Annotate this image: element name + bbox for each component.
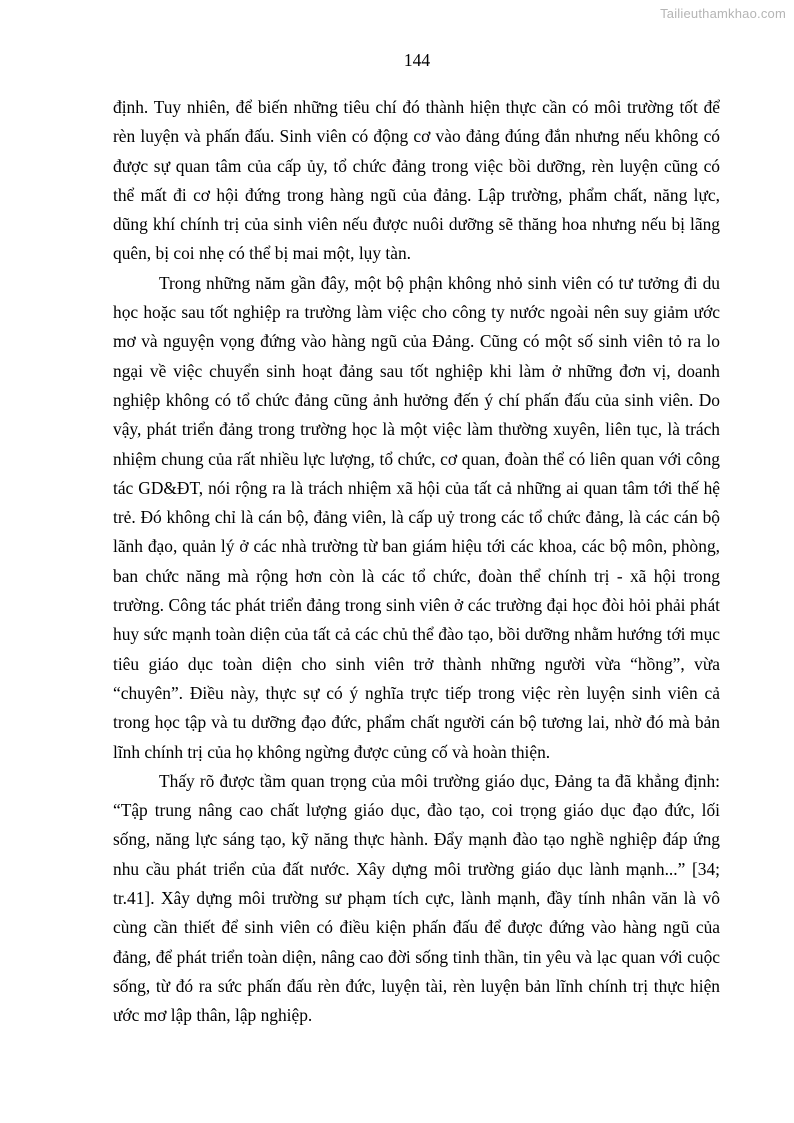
paragraph: Trong những năm gần đây, một bộ phận không nhỏ sinh viên có tư tưởng đi du học hoặc sau tốt nghiệp ra trường làm việc cho công ty nước ngoài nên suy giảm ước mơ và nguyện vọng đứng vào hàng ngũ của Đảng. Cũng có một số sinh viên tỏ ra lo ngại về việc chuyển sinh hoạt đảng sau tốt nghiệp khi làm ở những đơn vị, doanh nghiệp không có tổ chức đảng cũng ảnh hưởng đến ý chí phấn đấu của sinh viên. Do vậy, phát triển đảng trong trường học là một việc làm thường xuyên, liên tục, là trách nhiệm chung của rất nhiều lực lượng, tổ chức, cơ quan, đoàn thể có liên quan với công tác GD&ĐT, nói rộng ra là trách nhiệm xã hội của tất cả những ai quan tâm tới thế hệ trẻ. Đó không chỉ là cán bộ, đảng viên, là cấp uỷ trong các tổ chức đảng, là các cán bộ lãnh đạo, quản lý ở các nhà trường từ ban giám hiệu tới các khoa, các bộ môn, phòng, ban chức năng mà rộng hơn còn là các tổ chức, đoàn thể chính trị - xã hội trong trường. Công tác phát triển đảng trong sinh viên ở các trường đại học đòi hỏi phải phát huy sức mạnh toàn diện của tất cả các chủ thể đào tạo, bồi dưỡng nhằm hướng tới mục tiêu giáo dục toàn diện cho sinh viên trở thành những người vừa “hồng”, vừa “chuyên”. Điều này, thực sự có ý nghĩa trực tiếp trong việc rèn luyện sinh viên cả trong học tập và tu dưỡng đạo đức, phẩm chất người cán bộ tương lai, nhờ đó mà bản lĩnh chính trị của họ không ngừng được củng cố và hoàn thiện. <box>113 272 720 762</box>
watermark: Tailieuthamkhao.com <box>660 6 786 21</box>
page-number: 144 <box>403 50 431 70</box>
document-body <box>113 93 720 1031</box>
paragraph-continuation: định. Tuy nhiên, để biến những tiêu chí đó thành hiện thực cần có môi trường tốt để rèn luyện và phấn đấu. Sinh viên có động cơ vào đảng đúng đắn nhưng nếu không có được sự quan tâm của cấp ủy, tổ chức đảng trong việc bồi dưỡng, rèn luyện cũng có thể mất đi cơ hội đứng trong hàng ngũ của đảng. Lập trường, phẩm chất, năng lực, dũng khí chính trị của sinh viên nếu được nuôi dưỡng sẽ thăng hoa nhưng nếu bị lãng quên, bị coi nhẹ có thể bị mai một, lụy tàn. <box>113 97 720 264</box>
paragraph: Thấy rõ được tầm quan trọng của môi trường giáo dục, Đảng ta đã khẳng định: “Tập trung nâng cao chất lượng giáo dục, đào tạo, coi trọng giáo dục đạo đức, lối sống, năng lực sáng tạo, kỹ năng thực hành. Đẩy mạnh đào tạo nghề nghiệp đáp ứng nhu cầu phát triển của đất nước. Xây dựng môi trường giáo dục lành mạnh...” [34; tr.41]. Xây dựng môi trường sư phạm tích cực, lành mạnh, đầy tính nhân văn là vô cùng cần thiết để sinh viên có điều kiện phấn đấu để được đứng vào hàng ngũ của đảng, để phát triển toàn diện, nâng cao đời sống tinh thần, tin yêu và lạc quan với cuộc sống, từ đó ra sức phấn đấu rèn đức, luyện tài, rèn luyện bản lĩnh chính trị thực hiện ước mơ lập thân, lập nghiệp. <box>113 770 720 1026</box>
